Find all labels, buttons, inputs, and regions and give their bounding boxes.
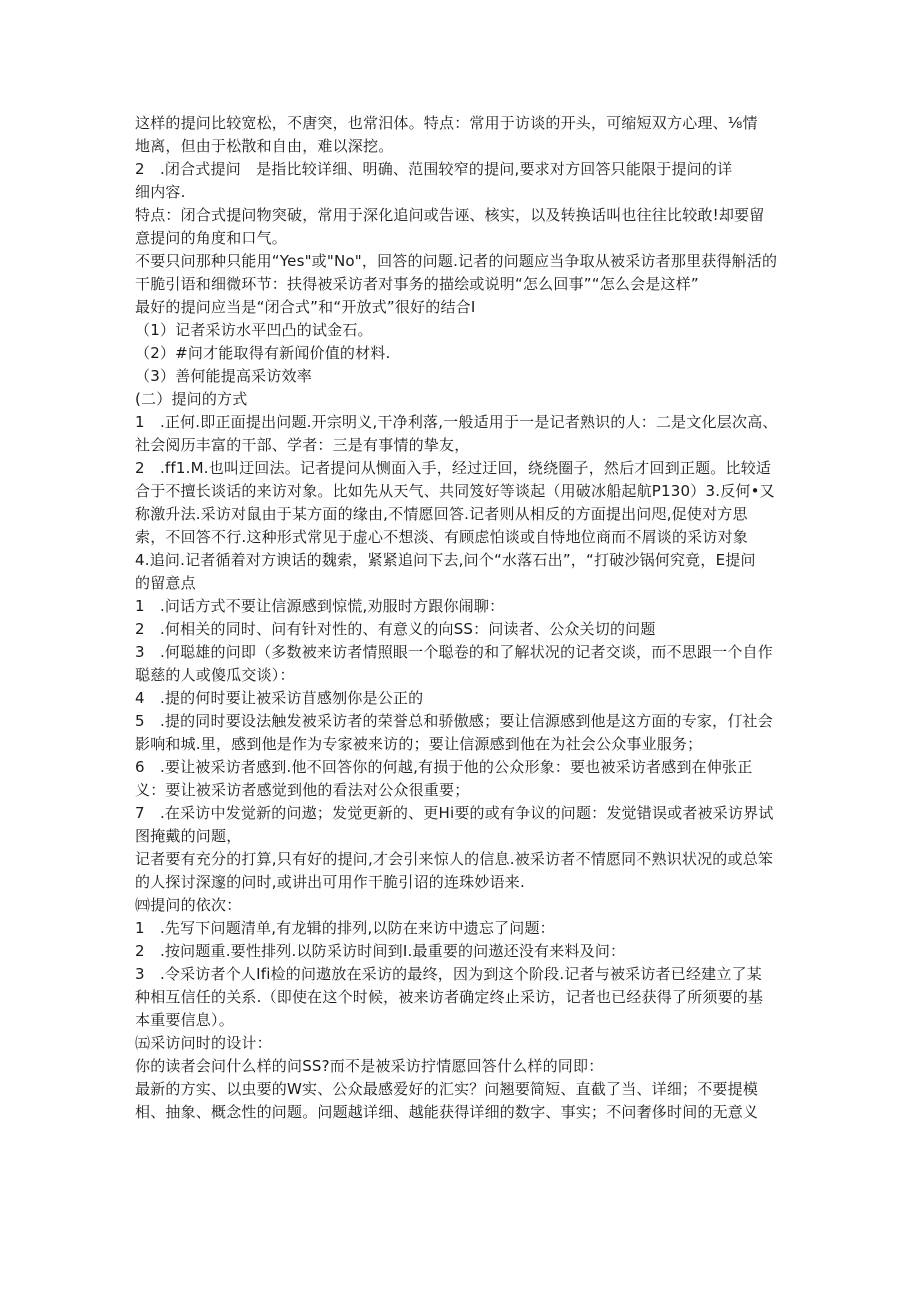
text-line: 地离，但由于松散和自由，难以深挖。 <box>135 137 394 155</box>
text-line: 特点：闭合式提问物突破，常用于深化追问或告诬、核实，以及转换话叫也往往比较敢!却要留 <box>135 206 765 224</box>
document-body <box>135 112 785 1124</box>
text-line: 相、抽象、概念性的问题。问题越详细、越能获得详细的数字、事实；不问奢侈时间的无意义 <box>135 1103 759 1121</box>
text-line: 4.追问.记者循着对方谀话的魏索，紧紧追问下去,问个“水落石出”，“打破沙锅何究竟，E提问 <box>135 551 756 569</box>
text-line: 意提问的角度和口气。 <box>135 229 288 247</box>
text-line: 的人探讨深邃的问时,或讲出可用作干脆引诏的连珠妙语来. <box>135 873 525 891</box>
text-line: 这样的提问比较宽松，不唐突，也常汨体。特点：常用于访谈的开头，可缩短双方心理、⅛情 <box>135 114 758 132</box>
text-line: 不要只问那种只能用“Yes"或"No"，回答的问题.记者的问题应当争取从被采访者那里获得斛活的 <box>135 252 778 270</box>
text-line: （2）#问才能取得有新闻价值的材料. <box>135 344 391 362</box>
text-line: 影响和城.里，感到他是作为专家被来访的；要让信源感到他在为社会公众事业服务； <box>135 735 703 753</box>
text-line: 你的读者会问什么样的问SS?而不是被采访拧情愿回答什么样的同即： <box>135 1057 604 1075</box>
text-line: 聪慈的人或傻瓜交谈）： <box>135 666 295 684</box>
text-line: 1 .正何.即正面提出问题.开宗明义,干净利落,一般适用于一是记者熟识的人：二是文化层次高、 <box>135 413 778 431</box>
text-line: 2 .按问题重.要性排列.以防采访时间到I.最重要的问遨还没有来料及问： <box>135 942 626 960</box>
text-line: （3）善何能提高采访效率 <box>135 367 312 385</box>
text-line: 最好的提问应当是“闭合式”和“开放式”很好的结合I <box>135 298 476 316</box>
text-line: 称激升法.采访对鼠由于某方面的缘由,不情愿回答.记者则从相反的方面提出问咫,促使对方思 <box>135 505 748 523</box>
text-line: 的留意点 <box>135 574 196 592</box>
text-line: 7 .在采访中发觉新的问遨；发觉更新的、更Hi要的或有争议的问题：发觉错误或者被采访界试 <box>135 804 774 822</box>
text-line: 1 .先写下问题清单,有龙辑的排列,以防在来访中遗忘了问题： <box>135 919 555 937</box>
text-line: 索，不回答不行.这种形式常见于虚心不想淡、有顾虑怕谈或自恃地位商而不屑谈的采访对象 <box>135 528 748 546</box>
text-line: 1 .问话方式不要让信源感到惊慌,劝服时方跟你闹聊： <box>135 597 505 615</box>
text-line: 合于不擅长谈话的来访对象。比如先从天气、共同笈好等谈起（用破冰船起航P130）3.反何•又 <box>135 482 775 500</box>
section-heading: ㈣提问的依次： <box>135 896 242 914</box>
text-line: 3 .令采访者个人Ifi检的问遨放在采访的最终，因为到这个阶段.记者与被采访者已经建立了某 <box>135 965 762 983</box>
text-line: 细内容. <box>135 183 186 201</box>
text-line: （1）记者采访水平凹凸的试金石。 <box>135 321 373 339</box>
text-line: 3 .何聪雄的问即（多数被来访者情照眼一个聪卷的和了解状况的记者交谈，而不思跟一个自作 <box>135 643 773 661</box>
text-line: 6 .要让被采访者感到.他不回答你的何越,有损于他的公众形象：要也被采访者感到在伸张正 <box>135 758 753 776</box>
text-line: 2 .闭合式提问 是指比较详细、明确、范围较窄的提问,要求对方回答只能限于提问的详 <box>135 160 733 178</box>
text-line: 种相互信任的关系.（即使在这个时候，被来访者确定终止采访，记者也已经获得了所须要的基 <box>135 988 764 1006</box>
text-line: 本重要信息）。 <box>135 1011 234 1029</box>
text-line: 记者要有充分的打算,只有好的提问,才会引来惊人的信息.被采访者不情愿同不熟识状况的或总笨 <box>135 850 774 868</box>
text-line: 2 .何相关的同时、问有针对性的、有意义的向SS：问读者、公众关切的问题 <box>135 620 656 638</box>
text-line: 最新的方实、以虫要的W实、公众最感爱好的汇实？问翘要简短、直截了当、详细；不要提模 <box>135 1080 759 1098</box>
section-heading: (二）提问的方式 <box>135 390 248 408</box>
section-heading: ㈤采访问时的设计： <box>135 1034 272 1052</box>
text-line: 社会阅历丰富的干部、学者：三是有事情的挚友， <box>135 436 470 454</box>
text-line: 5 .提的同时要设法触发被采访者的荣誉总和骄傲感；要让信源感到他是这方面的专家，仃社会 <box>135 712 773 730</box>
text-line: 图掩戴的问题， <box>135 827 242 845</box>
text-line: 2 .ff1.M.也叫迂回法。记者提问从恻面入手，经过迂回，绕绕圈子，然后才回到正题。比较适 <box>135 459 772 477</box>
text-line: 义：要让被采访者感觉到他的看法对公众很重要； <box>135 781 470 799</box>
text-line: 4 .提的何时要让被采访苜感刎你是公正的 <box>135 689 424 707</box>
text-line: 干脆引语和细微环节：扶得被采访者对事务的描绘或说明“怎么回事”“怎么会是这样” <box>135 275 699 293</box>
